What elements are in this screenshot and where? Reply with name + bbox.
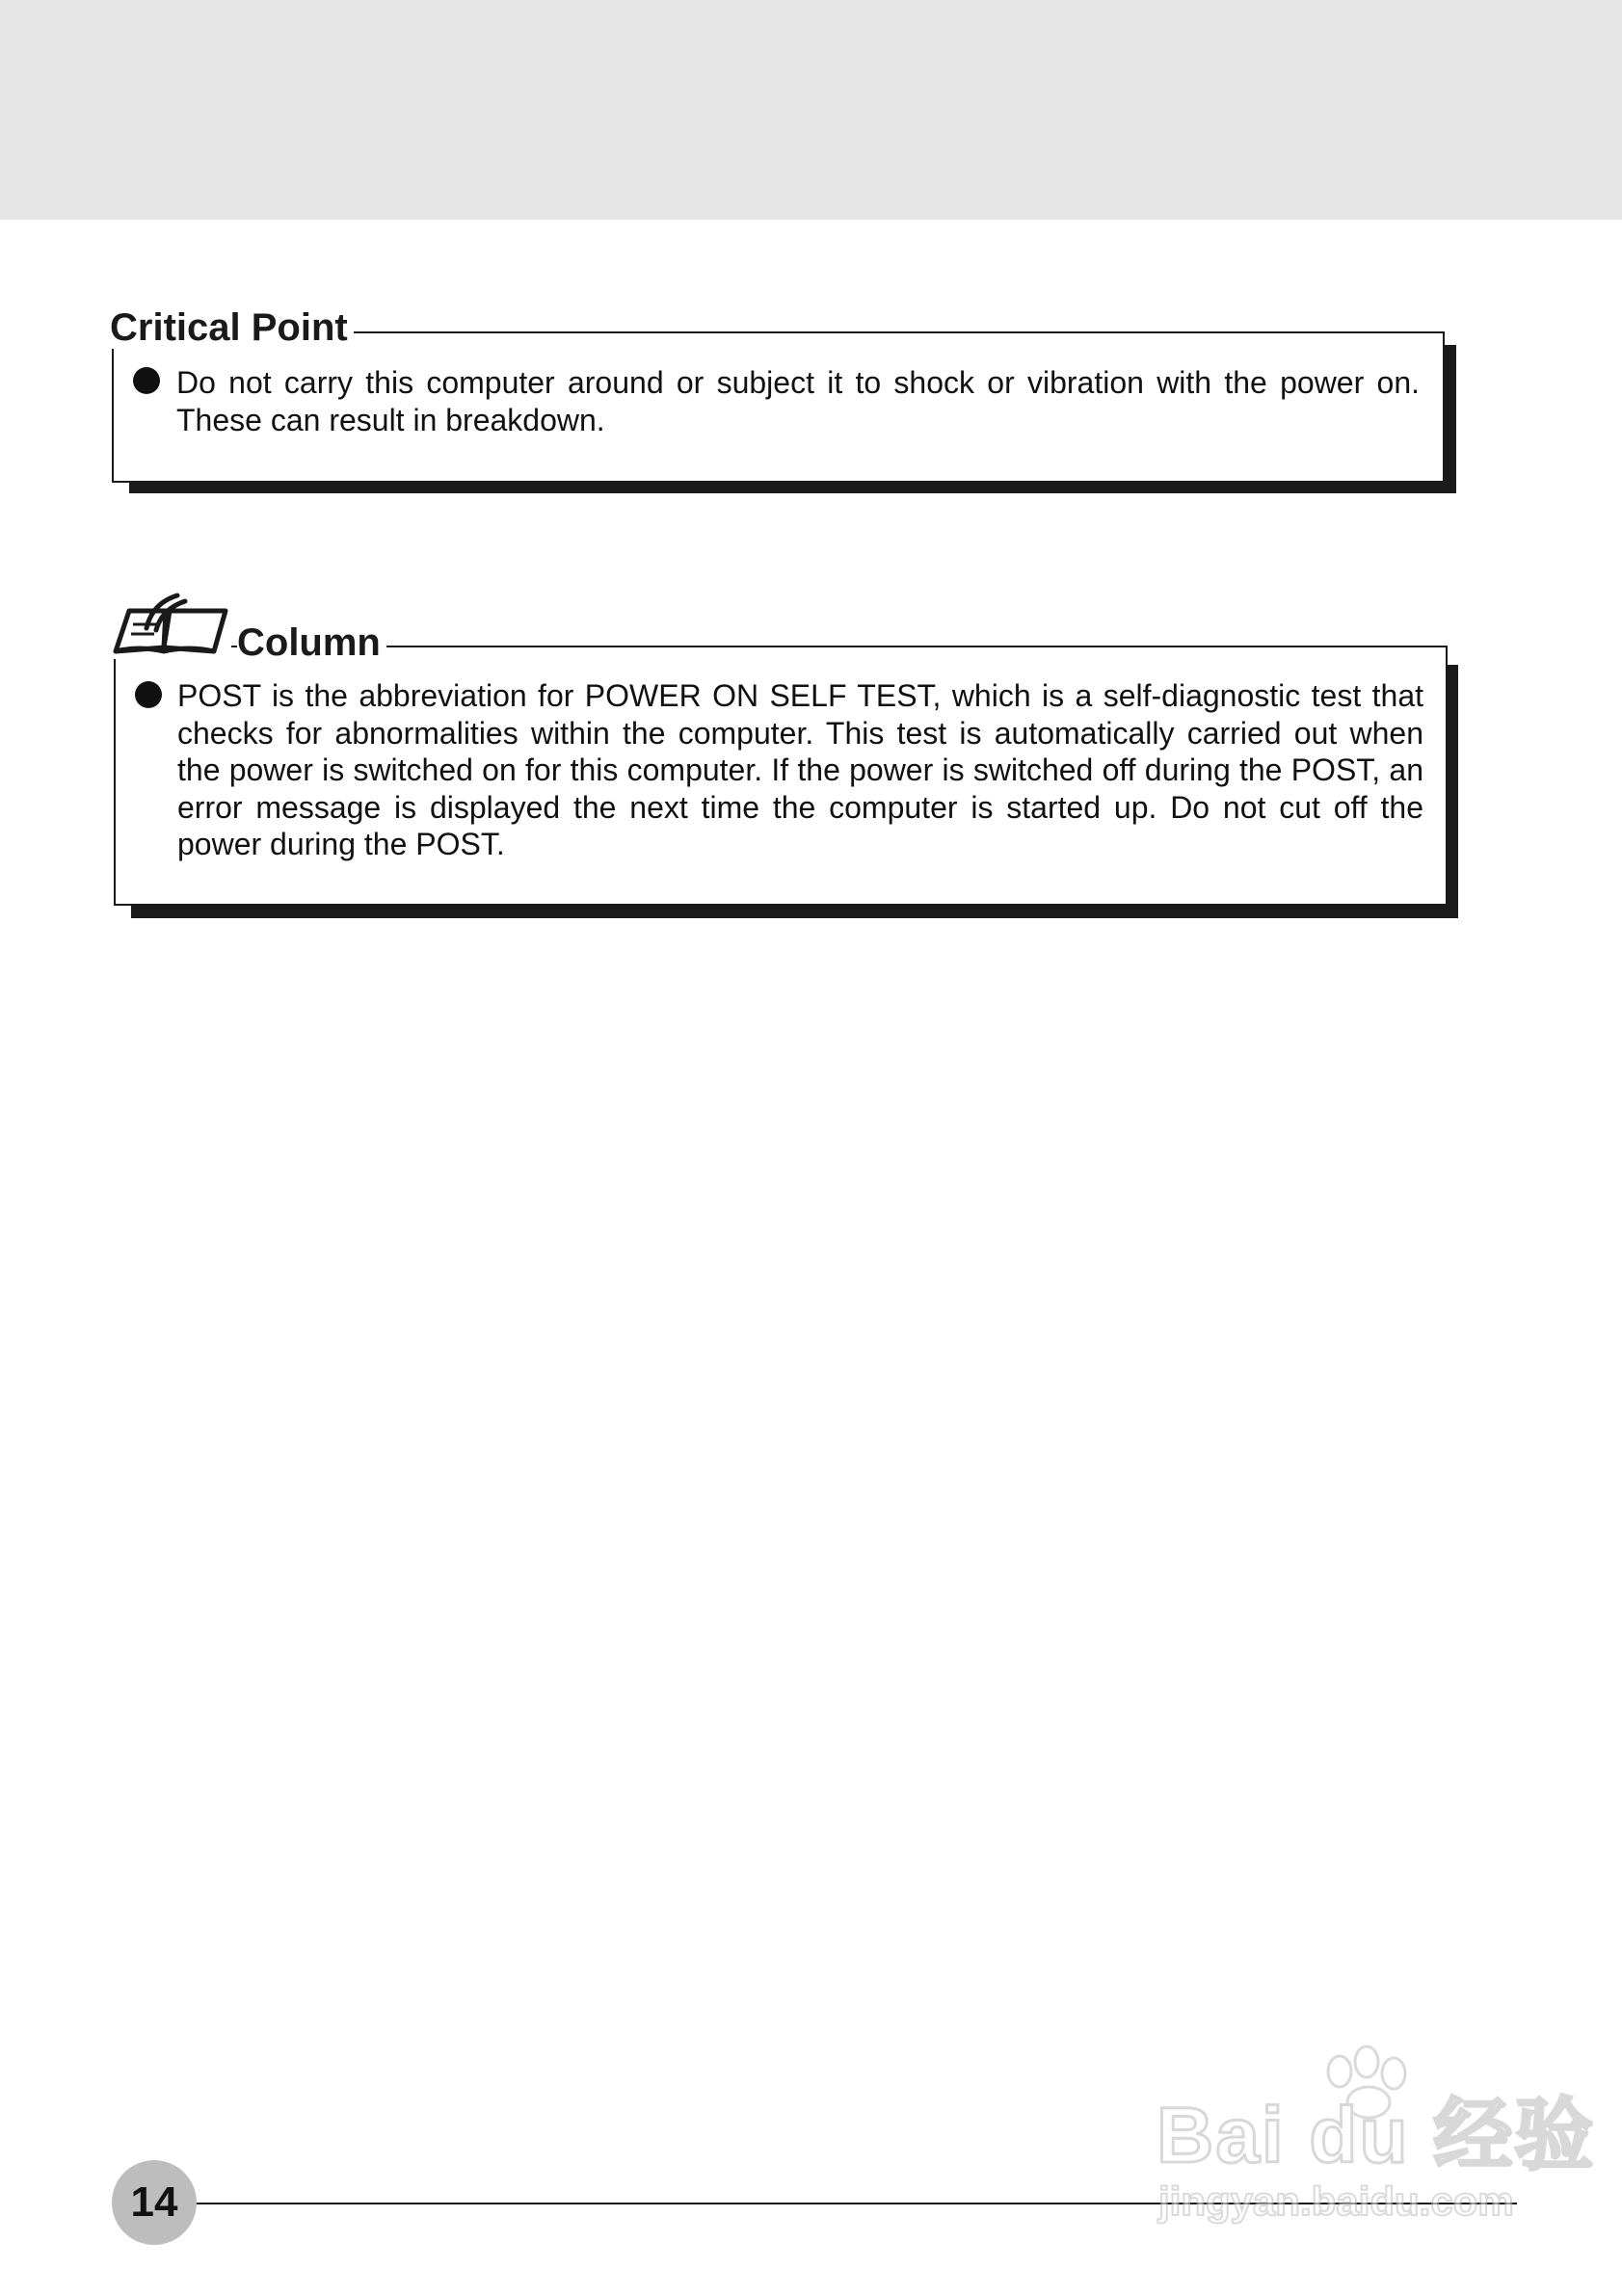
page-number: 14 [112,2160,197,2245]
watermark-sub: jingyan.baidu.com [1158,2178,1514,2224]
critical-point-title: Critical Point [110,306,354,349]
header-band [0,0,1622,220]
baidu-watermark [1147,2043,1596,2235]
critical-point-text: Do not carry this computer around or subject it to shock or vibration with the power on. These can result in breakdown. [176,365,1420,437]
open-book-icon [110,590,231,659]
column-text: POST is the abbreviation for POWER ON SELF TEST, which is a self-diagnostic test that checks for abnormalities within the computer. This test is automatically carried out when the power is switched on for this computer. If the power is switched off during the POST, an error message is displayed the next time the computer is started up. Do not cut off the power during the POST. [177,678,1423,861]
bullet-icon [133,367,160,394]
bullet-icon [135,681,162,708]
watermark-main: Bai du 经验 [1157,2092,1596,2179]
column-title: Column [237,621,386,664]
